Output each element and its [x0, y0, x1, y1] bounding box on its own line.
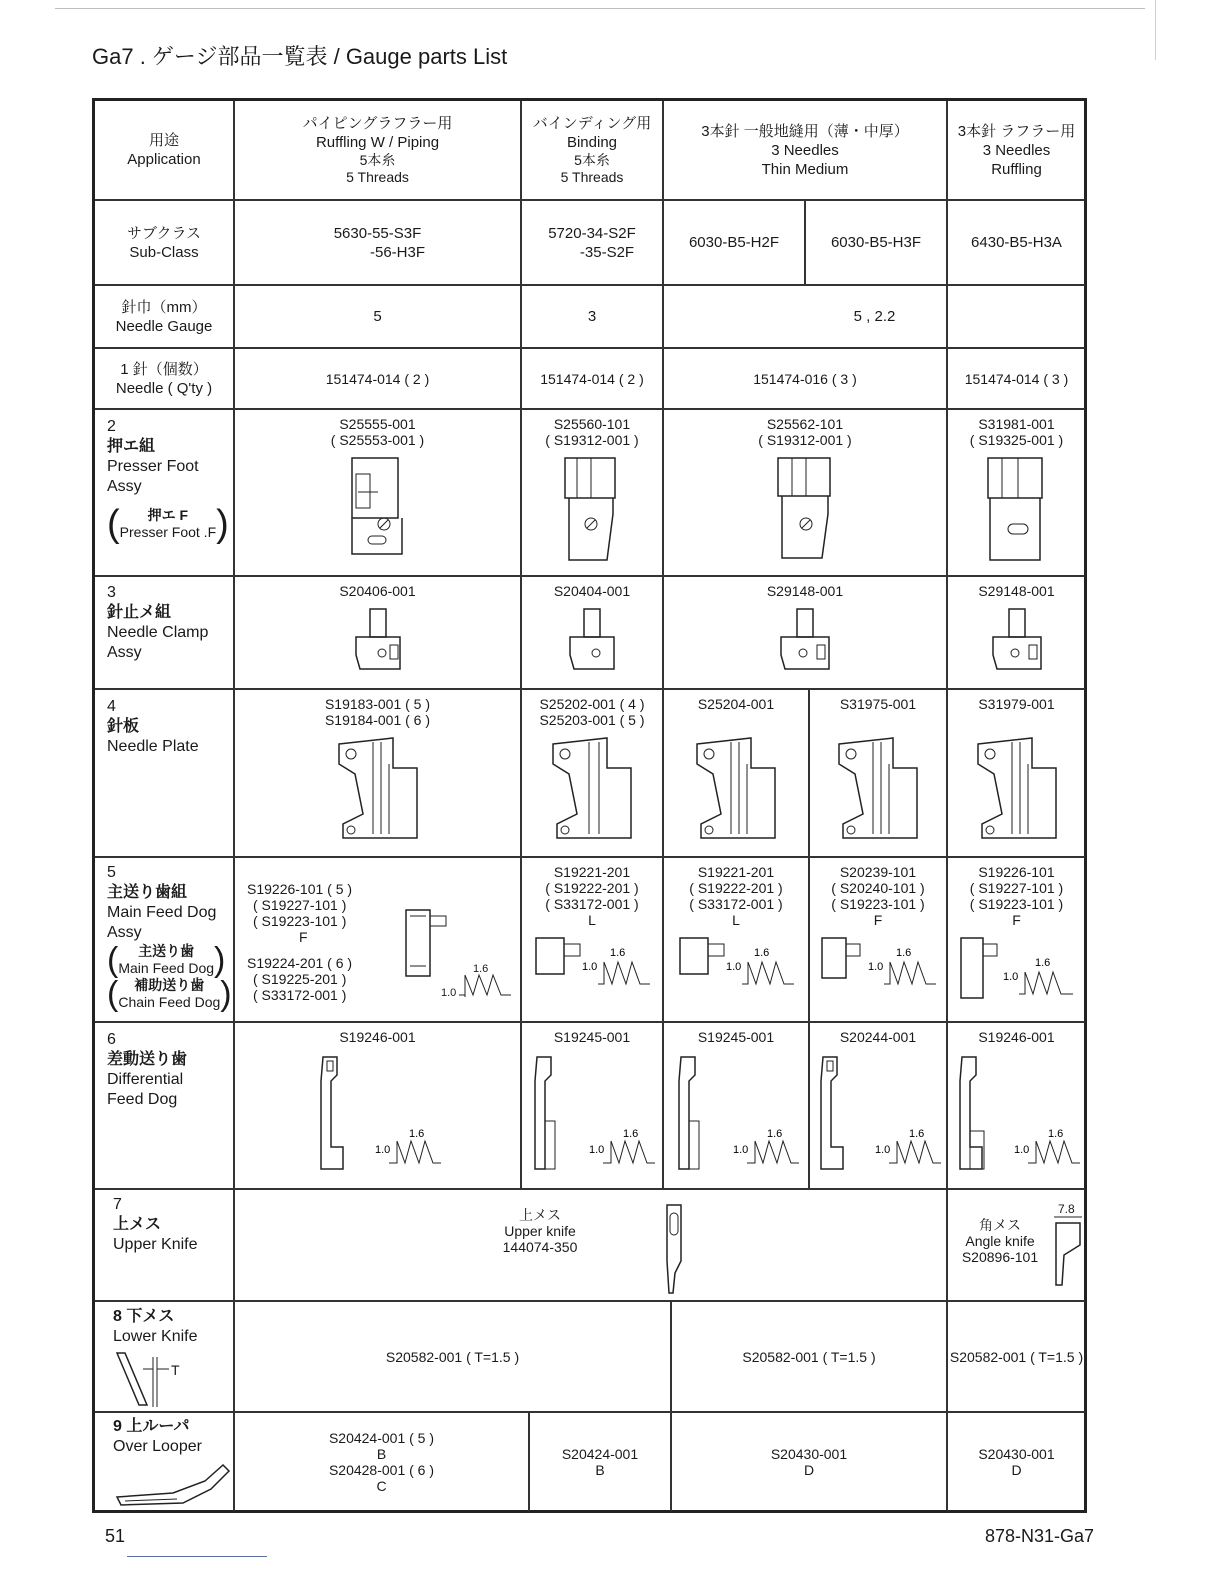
angle-dim-label: 7.8 — [1058, 1202, 1075, 1216]
mainfeed-c1-dim — [435, 961, 513, 1001]
col2-jp: バインディング用 — [532, 115, 652, 132]
mainfeed-c3a-1: ( S19222-201 ) — [689, 880, 783, 896]
top-rule — [55, 8, 1145, 9]
mainfeed-c3a-0: S19221-201 — [697, 864, 775, 880]
mainfeed-c3a — [664, 858, 808, 1021]
col4-en2: Ruffling — [991, 160, 1042, 178]
doc-code: 878-N31-Ga7 — [985, 1526, 1095, 1546]
plate-c3a — [664, 690, 808, 856]
subclass-jp: サブクラス — [126, 224, 202, 242]
upper-c-en: Upper knife — [504, 1223, 576, 1239]
diff-c1 — [235, 1023, 520, 1188]
plate-c2b: S25203-001 ( 5 ) — [539, 712, 645, 728]
subclass-c3a-text: 6030-B5-H2F — [688, 234, 780, 251]
lower-c3 — [672, 1302, 946, 1411]
looper-c4a: S20430-001 — [978, 1446, 1055, 1462]
looper-c4b: D — [1011, 1462, 1022, 1478]
col1-threads-en: 5 Threads — [346, 169, 409, 185]
presser-sub-text — [120, 507, 216, 541]
upper-en: Upper Knife — [113, 1236, 198, 1253]
looper-c2a: S20424-001 — [561, 1446, 639, 1462]
subclass-c4-text: 6430-B5-H3A — [971, 234, 1062, 251]
presser-c3a: S25562-101 — [766, 416, 844, 432]
plate-c4-text: S31979-001 — [978, 696, 1055, 712]
mainfeed-c3b — [810, 858, 946, 1021]
mainfeed-c3b-2: ( S19223-101 ) — [831, 896, 925, 912]
dim-h-label: 1.6 — [473, 963, 489, 975]
gauge-jp: 針巾（mm） — [121, 298, 207, 316]
upper-c-jp: 上メス — [519, 1207, 561, 1223]
paren-right-icon: ) — [216, 503, 229, 545]
col4-header — [948, 101, 1085, 199]
subclass-c2b: -35-S2F — [579, 243, 635, 261]
mainfeed-c4-1: ( S19227-101 ) — [969, 880, 1064, 896]
presser-en1: Presser Foot — [107, 458, 199, 475]
lower-c4-text: S20582-001 ( T=1.5 ) — [949, 1348, 1084, 1365]
angle-en: Angle knife — [965, 1233, 1035, 1249]
presser-c2b: ( S19312-001 ) — [545, 432, 639, 448]
mainfeed-c2-1: ( S19222-201 ) — [545, 880, 639, 896]
angle-knife-icon — [1052, 1215, 1084, 1287]
mainfeed-c3a-3: L — [732, 912, 740, 928]
subclass-c4 — [948, 201, 1085, 284]
mainfeed-c4-0: S19226-101 — [978, 864, 1055, 880]
needle-c4-text: 151474-014 ( 3 ) — [964, 370, 1069, 387]
mainfeed-c3a-2: ( S33172-001 ) — [689, 896, 783, 912]
presser-c4b: ( S19325-001 ) — [969, 432, 1064, 448]
clamp-c1-text: S20406-001 — [339, 583, 416, 599]
paren-left-icon: ( — [107, 941, 119, 979]
plate-c1a: S19183-001 ( 5 ) — [324, 696, 431, 712]
gauge-c1-text: 5 — [373, 308, 382, 325]
presser-c3b: ( S19312-001 ) — [758, 432, 852, 448]
mainfeed-sub2-en: Chain Feed Dog — [118, 994, 221, 1010]
diff-num: 6 — [107, 1031, 116, 1048]
needle-c3 — [664, 349, 946, 408]
lower-en: Lower Knife — [113, 1328, 198, 1345]
clamp-c3-text: S29148-001 — [766, 583, 844, 599]
gauge-en: Needle Gauge — [115, 317, 213, 335]
mainfeed-c3b-1: ( S20240-101 ) — [831, 880, 925, 896]
mainfeed-jp: 主送り歯組 — [107, 884, 188, 901]
plate-c3a-text: S25204-001 — [697, 696, 775, 712]
clamp-c2 — [522, 577, 662, 688]
footer-link-line — [127, 1556, 267, 1557]
angle-jp: 角メス — [979, 1217, 1021, 1233]
needle-clamp-icon — [773, 605, 837, 675]
needle-plate-icon — [333, 734, 423, 844]
dim-w-label: 1.0 — [726, 961, 742, 973]
presser-c1 — [235, 410, 520, 575]
presser-sub-en: Presser Foot .F — [119, 524, 217, 540]
lower-c1-text: S20582-001 ( T=1.5 ) — [385, 1348, 520, 1365]
gauge-c3-text: 5 , 2.2 — [853, 308, 896, 325]
mainfeed-en1: Main Feed Dog — [107, 904, 217, 921]
diff-feed-dog-icon — [671, 1051, 801, 1176]
dim-h-label: 1.6 — [896, 947, 912, 959]
looper-c3b: D — [803, 1462, 815, 1478]
needle-label — [95, 349, 233, 408]
presser-c2a: S25560-101 — [553, 416, 631, 432]
subclass-c3a — [664, 201, 804, 284]
mainfeed-sub1 — [107, 943, 232, 977]
needle-clamp-icon — [562, 605, 622, 675]
lower-fig — [113, 1351, 198, 1409]
margin-rule — [1155, 0, 1156, 60]
mainfeed-sub1-jp: 主送り歯 — [138, 943, 195, 959]
presser-foot-icon — [982, 454, 1052, 564]
subclass-c1 — [235, 201, 520, 284]
upper-c1 — [425, 1196, 655, 1266]
clamp-c3 — [664, 577, 946, 688]
upper-label — [113, 1195, 198, 1255]
mainfeed-en2: Assy — [107, 924, 142, 941]
dim-w-label: 1.0 — [868, 961, 884, 973]
needle-c2 — [522, 349, 662, 408]
needle-plate-icon — [547, 734, 637, 844]
lower-c3-text: S20582-001 ( T=1.5 ) — [742, 1348, 876, 1365]
looper-c1b: B — [376, 1446, 387, 1462]
presser-c1b: ( S25553-001 ) — [330, 432, 425, 448]
tooth-profile-icon — [459, 971, 513, 999]
presser-foot-icon — [338, 454, 418, 564]
dim-w-label: 1.0 — [1002, 971, 1018, 983]
dim-h-label: 1.6 — [909, 1128, 925, 1140]
clamp-c4-text: S29148-001 — [978, 583, 1055, 599]
plate-en: Needle Plate — [107, 738, 199, 755]
diff-c3a-text: S19245-001 — [697, 1029, 775, 1045]
upper-jp: 上メス — [113, 1216, 162, 1233]
mainfeed-c2-3: L — [588, 912, 596, 928]
looper-c2 — [530, 1413, 670, 1511]
paren-right-icon: ) — [214, 941, 226, 979]
gauge-c1 — [235, 286, 520, 347]
paren-right-icon: ) — [220, 975, 232, 1013]
col2-threads-jp: 5本糸 — [574, 152, 610, 168]
needle-c1-text: 151474-014 ( 2 ) — [325, 370, 430, 387]
looper-num: 9 上ルーパ — [113, 1418, 190, 1435]
looper-c2b: B — [595, 1462, 605, 1478]
subclass-c2 — [522, 201, 662, 284]
feed-dog-icon — [532, 934, 652, 994]
looper-c1c: S20428-001 ( 6 ) — [328, 1462, 435, 1478]
looper-label — [113, 1417, 233, 1515]
application-en: Application — [127, 151, 201, 168]
mainfeed-c4-3: F — [1012, 912, 1021, 928]
looper-en: Over Looper — [113, 1438, 202, 1455]
gauge-c2-text: 3 — [587, 308, 597, 325]
diff-c3b-text: S20244-001 — [839, 1029, 917, 1045]
looper-c3 — [672, 1413, 946, 1511]
needle-plate-icon — [833, 734, 923, 844]
application-jp: 用途 — [148, 132, 179, 149]
dim-w-label: 1.0 — [733, 1144, 749, 1156]
subclass-c3b — [806, 201, 946, 284]
looper-c1 — [235, 1413, 528, 1511]
needle-plate-icon — [691, 734, 781, 844]
diff-c2 — [522, 1023, 662, 1188]
dim-w-label: 1.0 — [589, 1144, 605, 1156]
col1-jp: パイピングラフラー用 — [302, 115, 453, 132]
col2-header — [522, 101, 662, 199]
presser-num: 2 — [107, 418, 116, 435]
presser-foot-icon — [557, 454, 627, 564]
clamp-c1 — [235, 577, 520, 688]
diff-en2: Feed Dog — [107, 1091, 178, 1108]
mainfeed-c1-3: F — [299, 929, 308, 945]
row-divider — [95, 1188, 1085, 1190]
presser-label — [107, 417, 229, 543]
paren-left-icon: ( — [107, 975, 119, 1013]
lower-knife-icon — [113, 1351, 183, 1409]
col3-jp: 3本針 一般地縫用（薄・中厚） — [701, 122, 909, 140]
plate-jp: 針板 — [107, 718, 140, 735]
col2-en: Binding — [566, 134, 618, 151]
looper-c3a: S20430-001 — [770, 1446, 848, 1462]
needle-c1 — [235, 349, 520, 408]
col1-header — [235, 101, 520, 199]
presser-foot-icon — [770, 454, 840, 564]
gauge-c3 — [664, 286, 1085, 347]
dim-h-label: 1.6 — [754, 947, 770, 959]
gauge-c2 — [522, 286, 662, 347]
mainfeed-c1-6: ( S33172-001 ) — [253, 987, 347, 1003]
mainfeed-c1-0: S19226-101 ( 5 ) — [247, 881, 353, 897]
presser-sub — [107, 505, 229, 543]
presser-jp: 押エ組 — [107, 438, 156, 455]
looper-c1d: C — [376, 1478, 387, 1494]
angle-pn: S20896-101 — [961, 1249, 1039, 1265]
diff-en1: Differential — [107, 1071, 184, 1088]
diff-c2-text: S19245-001 — [553, 1029, 631, 1045]
subclass-c3b-text: 6030-B5-H3F — [830, 234, 922, 251]
plate-c4 — [948, 690, 1085, 856]
application-header — [95, 101, 233, 199]
presser-c2 — [522, 410, 662, 575]
diff-label — [107, 1030, 187, 1110]
needle-c3-text: 151474-016 ( 3 ) — [753, 370, 857, 387]
subclass-c2a: 5720-34-S2F — [548, 224, 636, 242]
plate-num: 4 — [107, 698, 116, 715]
presser-en2: Assy — [107, 478, 142, 495]
mainfeed-c2-2: ( S33172-001 ) — [545, 896, 639, 912]
mainfeed-c3b-3: F — [873, 912, 883, 928]
presser-c3 — [664, 410, 946, 575]
angle-knife-fig — [1052, 1201, 1084, 1287]
lower-t-label: T — [171, 1361, 180, 1378]
lower-c4 — [948, 1302, 1085, 1411]
col4-jp: 3本針 ラフラー用 — [957, 122, 1076, 140]
plate-c2a: S25202-001 ( 4 ) — [539, 696, 645, 712]
mainfeed-c1-5: ( S19225-201 ) — [253, 971, 347, 987]
dim-w-label: 1.0 — [875, 1144, 891, 1156]
mainfeed-c2-0: S19221-201 — [553, 864, 631, 880]
dim-h-label: 1.6 — [1034, 957, 1050, 969]
subclass-c1a: 5630-55-S3F — [333, 224, 422, 242]
needle-plate-icon — [972, 734, 1062, 844]
diff-c4 — [948, 1023, 1085, 1188]
page-number: 51 — [105, 1526, 126, 1546]
presser-c4 — [948, 410, 1085, 575]
mainfeed-sub2-jp: 補助送り歯 — [134, 977, 205, 993]
mainfeed-c2 — [522, 858, 662, 1021]
dim-h-label: 1.6 — [610, 947, 626, 959]
clamp-c2-text: S20404-001 — [553, 583, 631, 599]
lower-c1 — [235, 1302, 670, 1411]
diff-feed-dog-icon — [313, 1051, 443, 1176]
diff-c3b — [810, 1023, 946, 1188]
upper-num: 7 — [113, 1196, 122, 1213]
diff-feed-dog-icon — [813, 1051, 943, 1176]
clamp-jp: 針止メ組 — [107, 604, 172, 621]
needle-en: Needle ( Q'ty ) — [115, 379, 213, 397]
plate-c2 — [522, 690, 662, 856]
dim-w-label: 1.0 — [582, 961, 598, 973]
col3-en2: Thin Medium — [761, 160, 849, 178]
feed-dog-icon — [957, 934, 1077, 1004]
mainfeed-c4-2: ( S19223-101 ) — [969, 896, 1064, 912]
mainfeed-label — [107, 863, 232, 1011]
paren-left-icon: ( — [107, 503, 120, 545]
subclass-en: Sub-Class — [129, 243, 199, 261]
diff-feed-dog-icon — [952, 1051, 1082, 1176]
mainfeed-c1-1: ( S19227-101 ) — [253, 897, 347, 913]
presser-c4a: S31981-001 — [978, 416, 1055, 432]
gauge-parts-table — [92, 98, 1087, 1513]
dim-w-label: 1.0 — [1013, 1144, 1029, 1156]
upper-c-pn: 144074-350 — [502, 1239, 578, 1255]
col3-header — [664, 101, 946, 199]
col3-en1: 3 Needles — [771, 141, 839, 159]
upper-angle — [950, 1206, 1050, 1276]
needle-c4 — [948, 349, 1085, 408]
needle-clamp-icon — [348, 605, 408, 675]
diff-feed-dog-icon — [527, 1051, 657, 1176]
clamp-label — [107, 583, 208, 663]
plate-c1b: S19184-001 ( 6 ) — [324, 712, 431, 728]
plate-c3b — [810, 690, 946, 856]
diff-c4-text: S19246-001 — [978, 1029, 1055, 1045]
col4-en1: 3 Needles — [982, 141, 1051, 159]
looper-c1a: S20424-001 ( 5 ) — [328, 1430, 435, 1446]
col2-threads-en: 5 Threads — [560, 169, 624, 185]
feed-dog-icon — [676, 934, 796, 994]
dim-h-label: 1.6 — [767, 1128, 783, 1140]
feed-dog-icon — [818, 934, 938, 994]
dim-h-label: 1.6 — [408, 1128, 424, 1140]
mainfeed-sub2-text — [118, 977, 220, 1011]
lower-label — [113, 1307, 198, 1409]
dim-w-label: 1.0 — [374, 1144, 390, 1156]
mainfeed-c1-2: ( S19223-101 ) — [253, 913, 347, 929]
diff-jp: 差動送り歯 — [107, 1051, 188, 1068]
gauge-label — [95, 286, 233, 347]
col1-en: Ruffling W / Piping — [315, 134, 440, 151]
over-looper-icon — [113, 1457, 233, 1509]
diff-c1-text: S19246-001 — [339, 1029, 416, 1045]
needle-clamp-icon — [985, 605, 1049, 675]
mainfeed-c3b-0: S20239-101 — [839, 864, 917, 880]
mainfeed-sub1-text — [118, 943, 214, 977]
clamp-en2: Assy — [107, 644, 142, 661]
page-title: Ga7 . ゲージ部品一覧表 / Gauge parts List — [92, 44, 508, 69]
mainfeed-c1 — [247, 881, 397, 1003]
plate-label — [107, 697, 199, 757]
needle-c2-text: 151474-014 ( 2 ) — [540, 370, 644, 387]
mainfeed-sub1-en: Main Feed Dog — [118, 960, 215, 976]
presser-sub-jp: 押エ F — [147, 507, 189, 523]
lower-num: 8 下メス — [113, 1308, 175, 1325]
subclass-c1b: -56-H3F — [369, 243, 425, 261]
col1-threads-jp: 5本糸 — [359, 152, 396, 168]
clamp-num: 3 — [107, 584, 116, 601]
diff-c3a — [664, 1023, 808, 1188]
dim-h-label: 1.6 — [623, 1128, 639, 1140]
looper-c4 — [948, 1413, 1085, 1511]
needle-jp: 1 針（個数） — [120, 360, 208, 378]
dim-h-label: 1.6 — [1047, 1128, 1063, 1140]
mainfeed-c4 — [948, 858, 1085, 1021]
mainfeed-c1-4: S19224-201 ( 6 ) — [247, 955, 353, 971]
plate-c1 — [235, 690, 520, 856]
mainfeed-sub2 — [107, 977, 232, 1011]
clamp-c4 — [948, 577, 1085, 688]
mainfeed-num: 5 — [107, 864, 116, 881]
plate-c3b-text: S31975-001 — [839, 696, 917, 712]
upper-knife-icon — [661, 1201, 691, 1296]
clamp-en1: Needle Clamp — [107, 624, 209, 641]
subclass-label — [95, 201, 233, 284]
dim-w-label: 1.0 — [441, 987, 457, 999]
presser-c1a: S25555-001 — [339, 416, 416, 432]
